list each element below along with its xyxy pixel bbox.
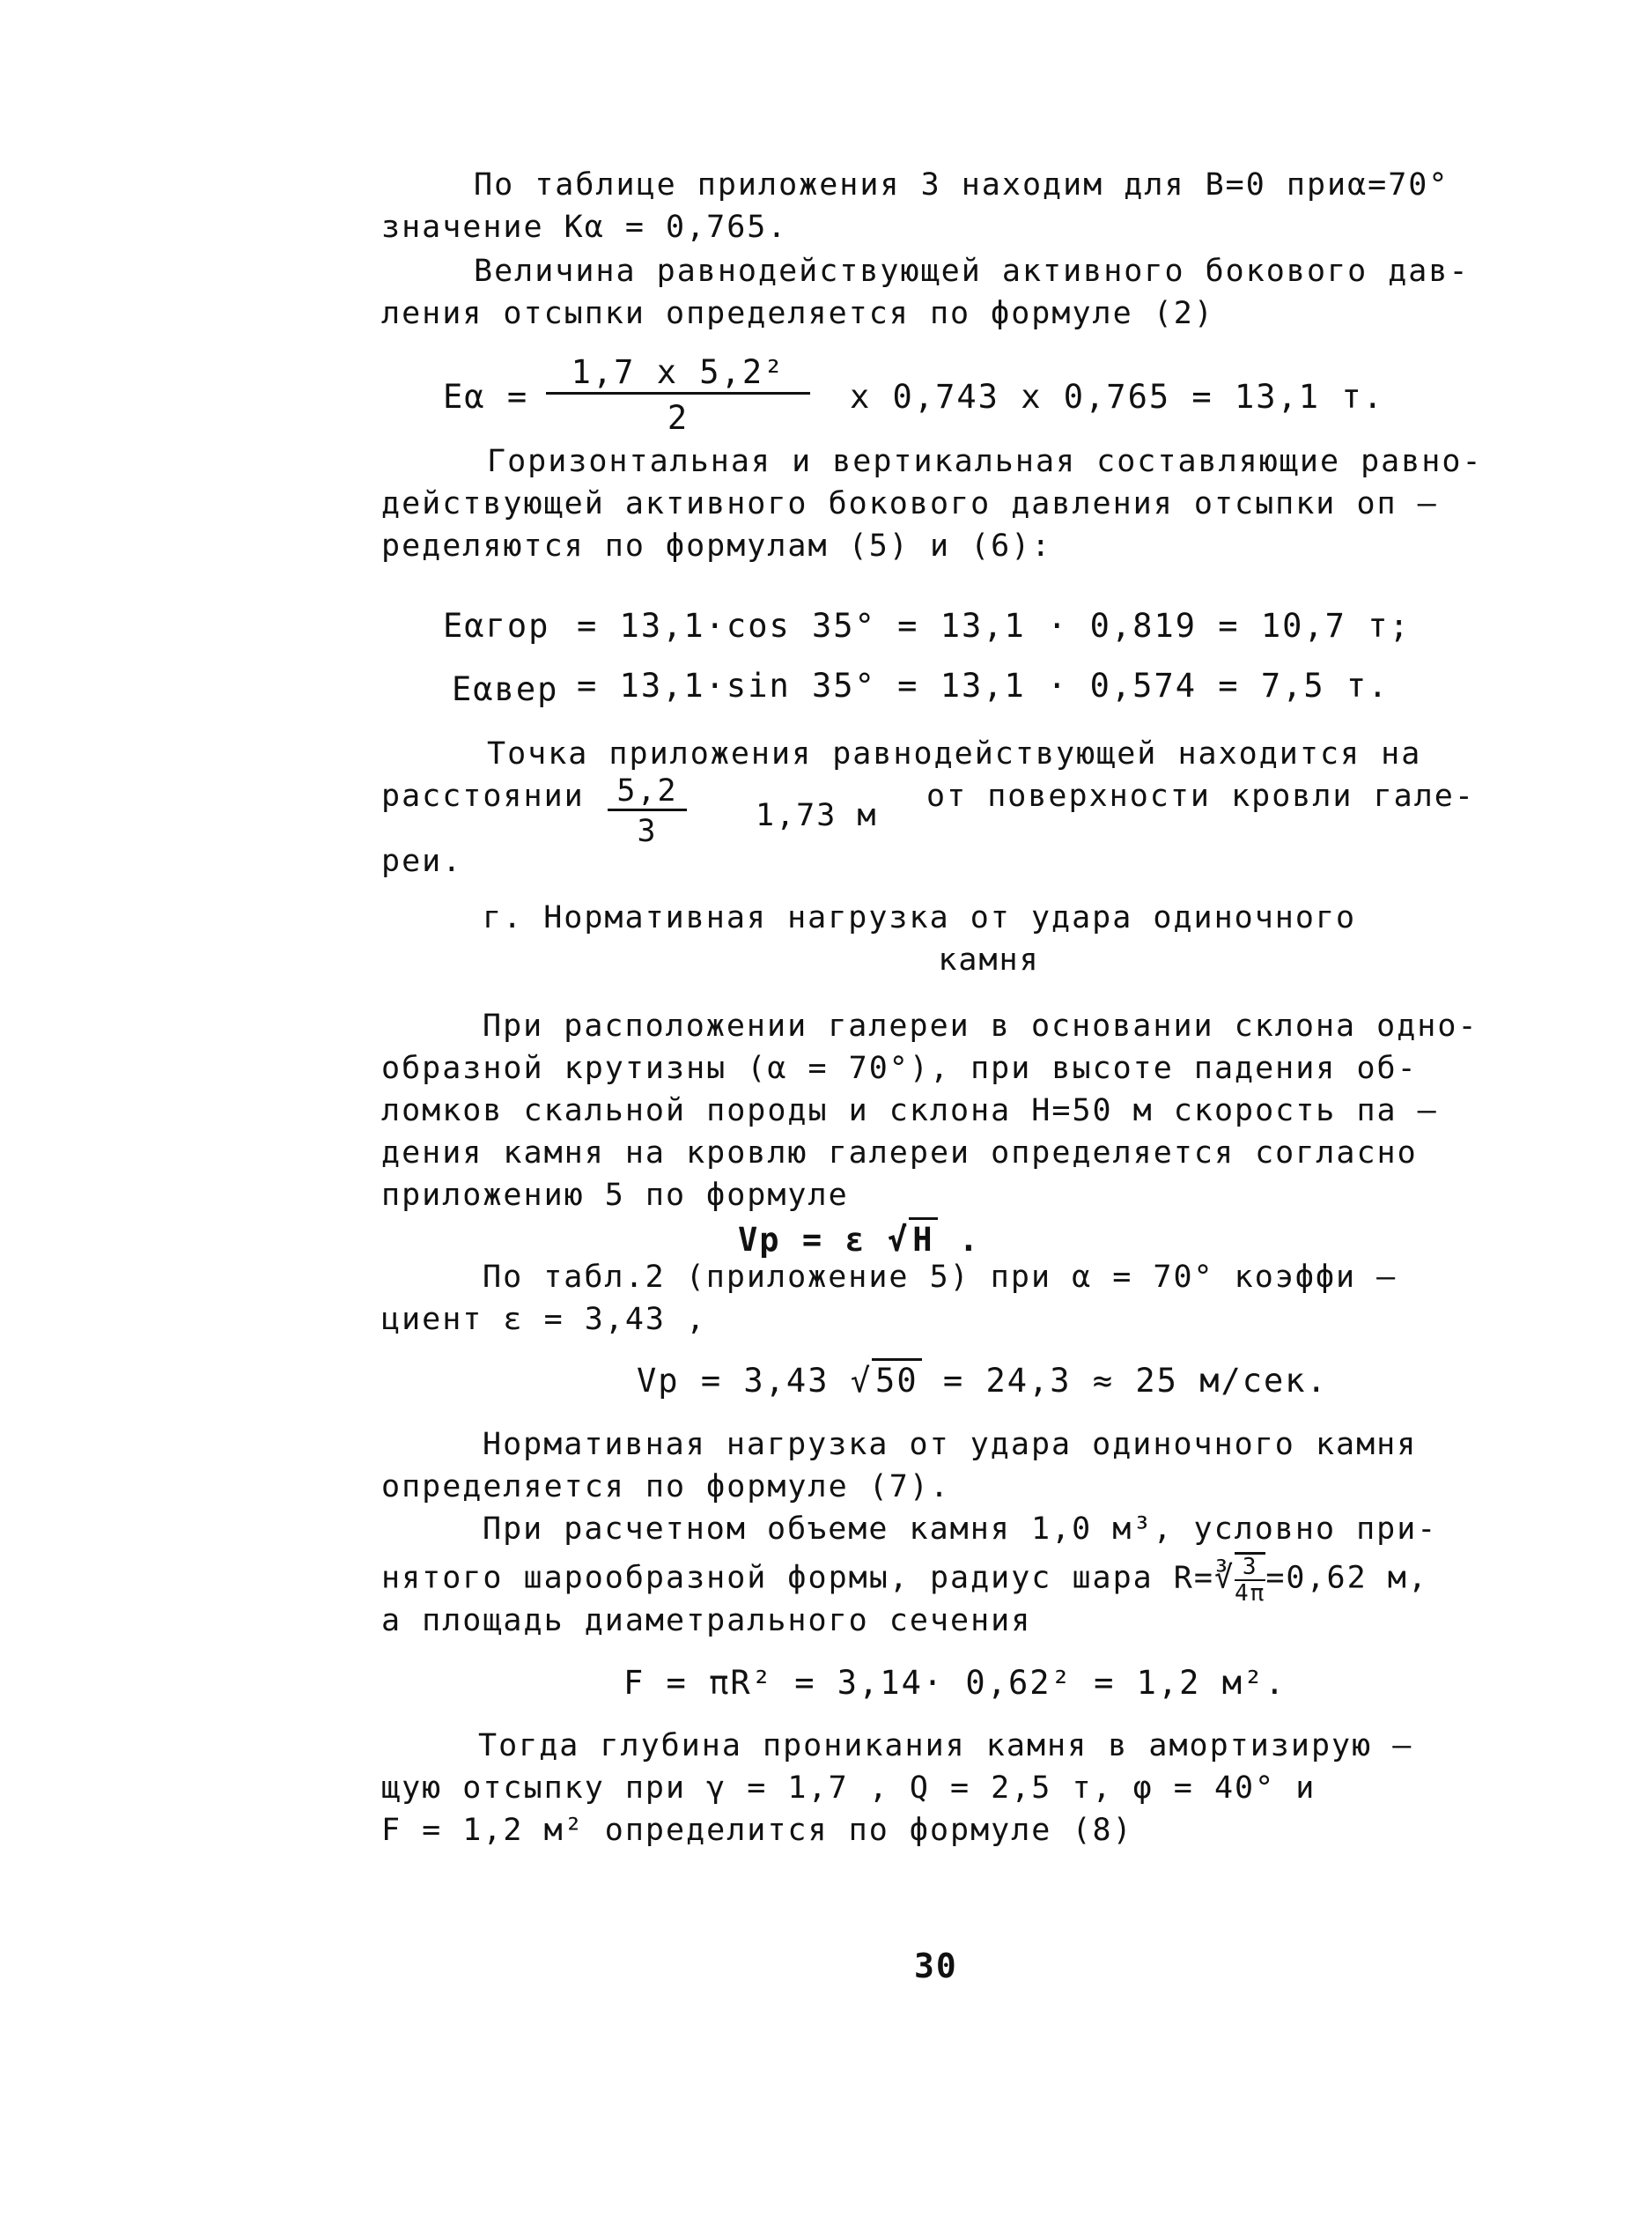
equation-vp: [738, 1217, 980, 1260]
equation-rhs: х 0,743 х 0,765 = 13,1 т.: [850, 378, 1384, 416]
text-line: Горизонтальная и вертикальная составляющие равно-: [487, 444, 1483, 479]
text-line: При расположении галереи в основании склона одно-: [483, 1009, 1479, 1044]
text-line: дения камня на кровлю галереи определяется согласно: [381, 1135, 1418, 1171]
text-line: ломков скальной породы и склона Н=50 м скорость па –: [381, 1093, 1438, 1128]
text-line: [381, 1552, 1428, 1606]
text-line: а площадь диаметрального сечения: [381, 1603, 1032, 1638]
text-line: действующей активного бокового давления отсыпки оп –: [381, 486, 1438, 521]
text-line: ределяются по формулам (5) и (6):: [381, 528, 1052, 564]
text-line: Точка приложения равнодействующей находится на: [487, 736, 1422, 772]
text-line: расстоянии: [381, 779, 585, 814]
radicand-numerator: 3: [1235, 1555, 1265, 1581]
text-line: По таблице приложения 3 находим для В=0 приα=70°: [474, 167, 1449, 203]
equation-lhs: Vр = ε: [738, 1221, 867, 1259]
equation-end: .: [958, 1221, 981, 1259]
equation-vp-numeric: [637, 1358, 1328, 1401]
sqrt-sign: √: [850, 1362, 873, 1400]
sqrt-sign: √: [887, 1221, 910, 1259]
text-line: определяется по формуле (7).: [381, 1469, 951, 1504]
text-line: значение Кα = 0,765.: [381, 210, 788, 245]
equation-lhs: Еαгор: [443, 607, 550, 645]
text-line: ления отсыпки определяется по формуле (2): [381, 296, 1214, 331]
text-line: По табл.2 (приложение 5) при α = 70° коэффи –: [483, 1260, 1398, 1295]
radicand: 50: [872, 1358, 922, 1401]
text-line: Тогда глубина проникания камня в амортизирую –: [478, 1728, 1413, 1763]
text-line: Нормативная нагрузка от удара одиночного камня: [483, 1427, 1418, 1462]
section-heading: г. Нормативная нагрузка от удара одиночного: [483, 900, 1357, 935]
text-line: F = 1,2 м² определится по формуле (8): [381, 1813, 1133, 1848]
equation-rhs: = 13,1·sin 35° = 13,1 · 0,574 = 7,5 т.: [577, 667, 1390, 705]
equation-lhs: Vр = 3,43: [637, 1362, 830, 1400]
text-line: При расчетном объеме камня 1,0 м³, условно при-: [483, 1511, 1438, 1547]
text-line: от поверхности кровли гале-: [926, 779, 1475, 814]
text-line: щую отсыпку при γ = 1,7 , Q = 2,5 т, φ = 40° и: [381, 1770, 1316, 1806]
cube-root-sign: ∛: [1213, 1560, 1235, 1596]
radicand-denominator: 4π: [1235, 1580, 1266, 1607]
equation-lhs: Еαвер: [452, 670, 559, 708]
fraction-bar: [546, 392, 810, 395]
equation-lhs: Еα =: [443, 378, 529, 416]
fraction-numerator: 1,7 х 5,2²: [571, 353, 785, 391]
text-line: реи.: [381, 844, 463, 879]
fraction-numerator: 5,2: [616, 773, 678, 809]
section-heading: камня: [938, 942, 1040, 978]
text-segment: =0,62 м,: [1265, 1560, 1428, 1596]
equation-f: F = πR² = 3,14· 0,62² = 1,2 м².: [623, 1664, 1287, 1702]
text-segment: нятого шарообразной формы, радиус шара R=: [381, 1560, 1214, 1596]
fraction-denominator: 3: [637, 814, 658, 849]
fraction-bar: [608, 809, 687, 811]
equation-rhs: = 13,1·cos 35° = 13,1 · 0,819 = 10,7 т;: [577, 607, 1411, 645]
page-number: 30: [914, 1947, 958, 1985]
fraction-denominator: 2: [667, 399, 690, 437]
text-line: приложению 5 по формуле: [381, 1178, 849, 1213]
equation-rhs: = 24,3 ≈ 25 м/сек.: [942, 1362, 1328, 1400]
text-line: Величина равнодействующей активного бокового дав-: [474, 254, 1470, 289]
text-line: образной крутизны (α = 70°), при высоте падения об-: [381, 1051, 1418, 1086]
cube-root-radicand: [1235, 1552, 1265, 1606]
radicand: Н: [909, 1217, 937, 1260]
text-line: циент ε = 3,43 ,: [381, 1302, 707, 1337]
text-line: 1,73 м: [756, 798, 878, 833]
